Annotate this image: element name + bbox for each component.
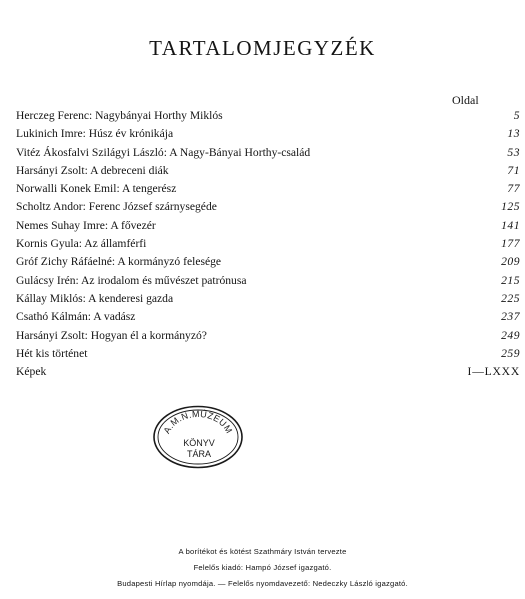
toc-row [16, 199, 520, 217]
toc-entry-page: 71 [507, 163, 520, 177]
toc-row [16, 236, 520, 254]
colophon-line: A borítékot és kötést Szathmáry István tervezte [178, 547, 347, 556]
toc-entry-title: Kornis Gyula: Az államférfi [16, 237, 147, 251]
toc-entry-page: 237 [501, 310, 520, 324]
toc-entry-title: Scholtz Andor: Ferenc József szárnysegéde [16, 200, 217, 214]
toc-entry-page: 249 [501, 328, 520, 342]
toc-row [16, 309, 520, 327]
toc-entry-page: 125 [501, 200, 520, 214]
toc-row [16, 181, 520, 199]
page-title: TARTALOMJEGYZÉK [149, 36, 376, 60]
colophon-line: Budapesti Hírlap nyomdája. — Felelős nyomdavezető: Nedeczky László igazgató. [117, 579, 408, 588]
toc-entry-title: Harsányi Zsolt: A debreceni diák [16, 163, 169, 177]
toc-entry-page: 225 [501, 291, 520, 305]
colophon [0, 544, 525, 592]
toc-entry-page: 77 [507, 182, 520, 196]
stamp-line-2: TÁRA [186, 449, 212, 459]
toc-row [16, 145, 520, 163]
toc-row [16, 126, 520, 144]
toc-row [16, 108, 520, 126]
toc-entry-page: 53 [507, 145, 520, 159]
stamp-arc-text: A.M.N.MÚZEUM [161, 408, 235, 436]
toc-entry-page: 177 [501, 237, 520, 251]
toc-entry-title: Csathó Kálmán: A vadász [16, 310, 136, 324]
toc-row [16, 273, 520, 291]
library-stamp [152, 405, 244, 469]
toc-row [16, 328, 520, 346]
toc-entry-page: 5 [513, 109, 520, 122]
toc-row [16, 364, 520, 382]
toc-entry-title: Lukinich Imre: Húsz év krónikája [16, 127, 174, 141]
toc-entry-title: Norwalli Konek Emil: A tengerész [16, 182, 177, 196]
toc-entry-title: Herczeg Ferenc: Nagybányai Horthy Miklós [16, 109, 223, 122]
toc-row [16, 346, 520, 364]
toc-entry-title: Kállay Miklós: A kenderesi gazda [16, 291, 174, 305]
toc-entry-title: Vitéz Ákosfalvi Szilágyi László: A Nagy-Bányai Horthy-család [16, 145, 311, 159]
stamp-line-1: KÖNYV [183, 438, 215, 448]
toc-row [16, 218, 520, 236]
page-column-header: Oldal [452, 93, 479, 107]
colophon-line: Felelős kiadó: Hampó József igazgató. [193, 563, 332, 572]
toc-entry-page: 259 [501, 346, 520, 360]
toc-entry-page: 215 [501, 273, 520, 287]
toc-entry-title: Nemes Suhay Imre: A fővezér [16, 218, 156, 232]
toc-entry-page: 13 [507, 127, 520, 141]
toc-row [16, 254, 520, 272]
toc-entry-page: 209 [501, 255, 520, 269]
toc-entry-page: I—LXXX [467, 365, 520, 379]
toc-row [16, 291, 520, 309]
toc-entry-page: 141 [501, 218, 520, 232]
toc-row [16, 163, 520, 181]
toc-entry-title: Harsányi Zsolt: Hogyan él a kormányzó? [16, 328, 207, 342]
toc-entry-title: Képek [16, 365, 47, 379]
toc-entry-title: Hét kis történet [16, 346, 88, 360]
toc-entry-title: Gróf Zichy Ráfáelné: A kormányzó felesége [16, 255, 222, 269]
table-of-contents [16, 108, 520, 382]
toc-entry-title: Gulácsy Irén: Az irodalom és művészet patrónusa [16, 273, 247, 287]
